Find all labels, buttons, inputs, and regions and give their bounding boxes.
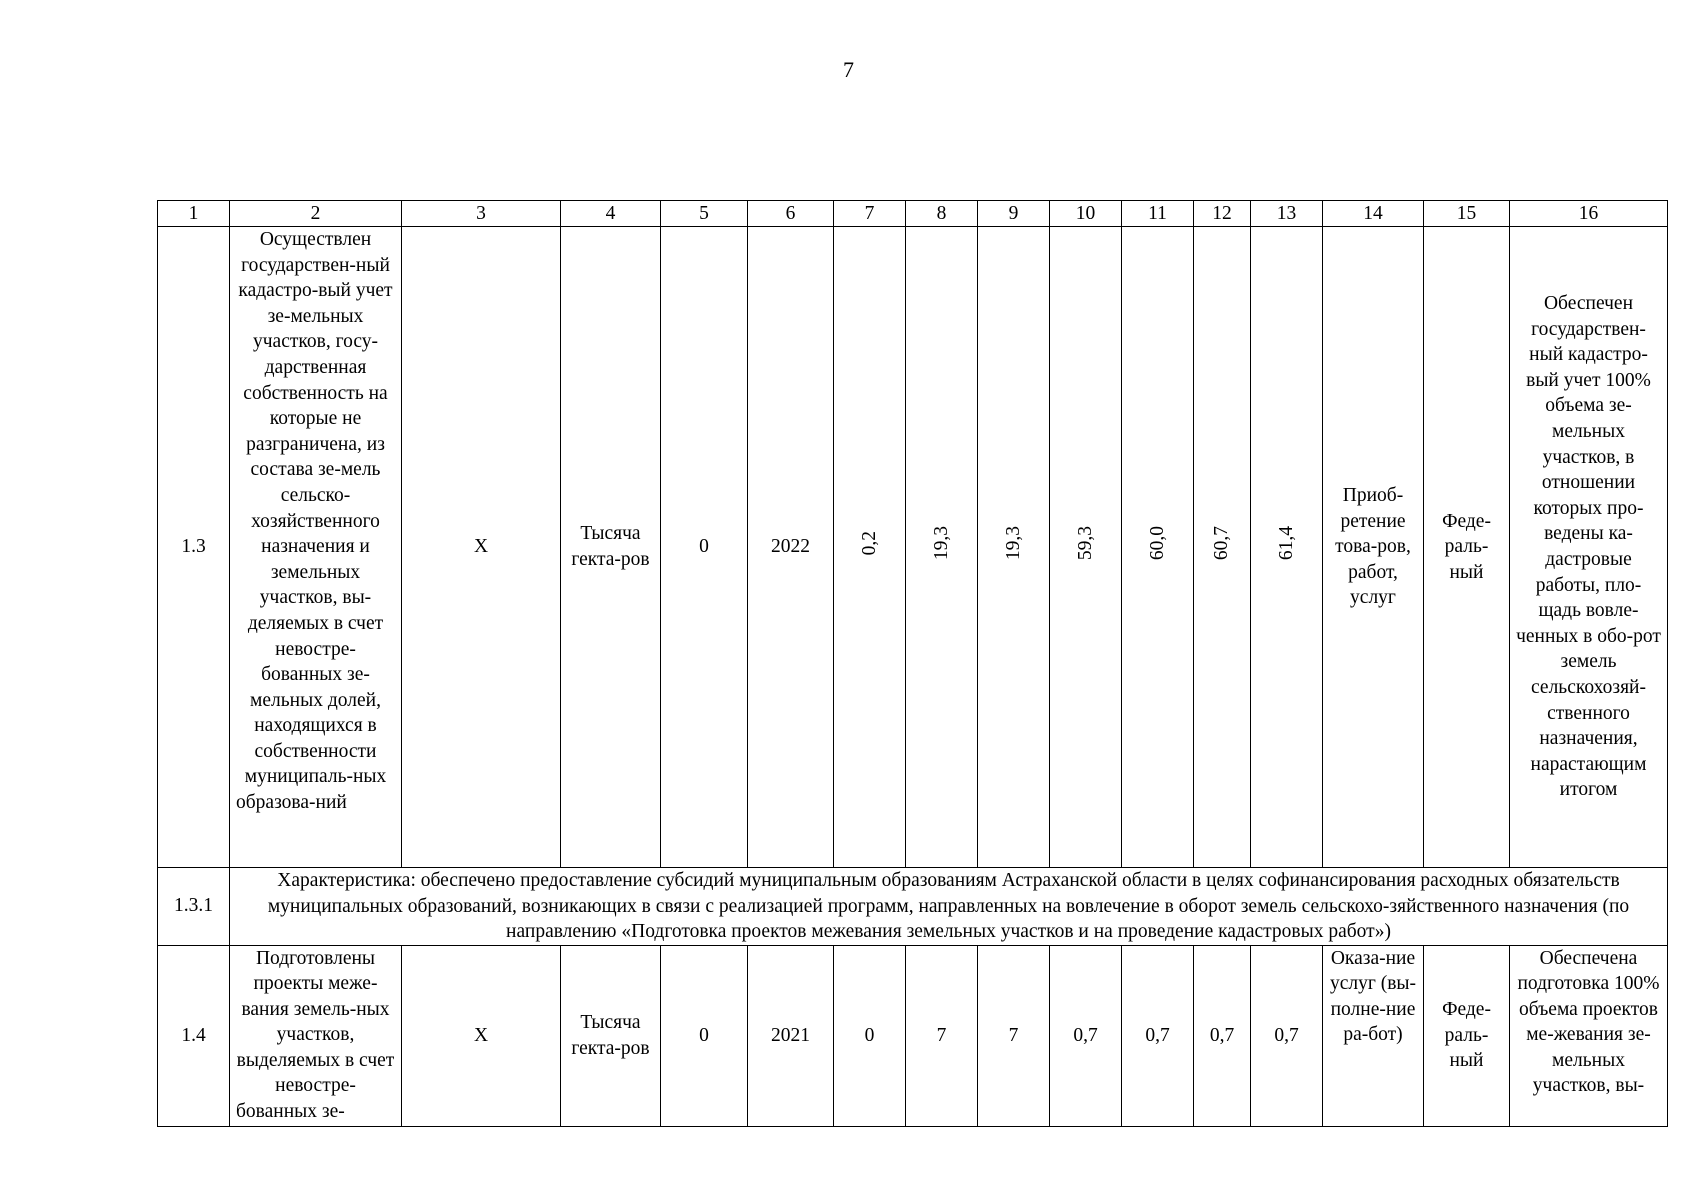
value-11: 0,7	[1122, 945, 1194, 1126]
measure-name-cell	[230, 945, 402, 1126]
value-13: 61,4	[1275, 526, 1297, 561]
value-8: 7	[906, 945, 978, 1126]
header-cell: 8	[906, 201, 978, 227]
characteristic-text: Характеристика: обеспечено предоставление субсидий муниципальным образованиям Астраханской области в целях софинансирования расходных обязательств муниципальных образований, возникающих в связи с реализацией программ, направленных на вовлечение в оборот земель сельскохо-зяйственного назначения (по направлению «Подготовка проектов межевания земельных участков и на проведение кадастровых работ»)	[230, 868, 1668, 946]
header-cell: 6	[748, 201, 834, 227]
unit-value: Тысяча гекта-ров	[561, 227, 661, 868]
header-cell: 16	[1510, 201, 1668, 227]
value-cell	[1050, 227, 1122, 868]
header-cell: 11	[1122, 201, 1194, 227]
result-description: Обеспечен государствен-ный кадастро-вый учет 100% объема зе-мельных участков, в отношении которых про-ведены ка-дастровые работы, пло-щадь вовле-ченных в обо-рот земель сельскохозяй-ственного назначения, нарастающим итогом	[1510, 227, 1668, 868]
base-value: 0	[661, 227, 748, 868]
value-cell	[1122, 227, 1194, 868]
year-value: 2021	[748, 945, 834, 1126]
measure-name-cell	[230, 227, 402, 868]
header-cell: 2	[230, 201, 402, 227]
table-row-1-3	[158, 227, 1668, 868]
value-10: 59,3	[1074, 526, 1096, 561]
header-cell: 3	[402, 201, 561, 227]
measure-name: Осуществлен государствен-ный кадастро-вый учет зе-мельных участков, госу-дарственная собственность на которые не разграничена, из состава зе-мель сельско-хозяйственного назначения и земельных участков, вы-деляемых в счет невостре-бованных зе-мельных долей, находящихся в собственности муниципаль-ных образова-ний	[236, 229, 393, 814]
header-cell: 13	[1251, 201, 1323, 227]
value-12: 0,7	[1194, 945, 1251, 1126]
header-row	[158, 201, 1668, 227]
measure-type: Оказа-ние услуг (вы-полне-ние ра-бот)	[1329, 947, 1417, 1046]
value-cell	[1251, 227, 1323, 868]
header-cell: 9	[978, 201, 1050, 227]
header-cell: 4	[561, 201, 661, 227]
measure-type: Приоб-ретение това-ров, работ, услуг	[1323, 227, 1424, 868]
value-cell	[978, 227, 1050, 868]
value-11: 60,0	[1146, 526, 1168, 561]
year-value: 2022	[748, 227, 834, 868]
value-7: 0,2	[858, 531, 880, 556]
row-number: 1.3	[158, 227, 230, 868]
header-cell: 12	[1194, 201, 1251, 227]
header-cell: 10	[1050, 201, 1122, 227]
value-cell	[906, 227, 978, 868]
header-cell: 1	[158, 201, 230, 227]
value-8: 19,3	[930, 526, 952, 561]
result-description: Обеспечена подготовка 100% объема проектов ме-жевания зе-мельных участков, вы-	[1517, 947, 1660, 1097]
value-9: 7	[978, 945, 1050, 1126]
header-cell: 14	[1323, 201, 1424, 227]
header-cell: 5	[661, 201, 748, 227]
value-7: 0	[834, 945, 906, 1126]
result-description-cell	[1510, 945, 1668, 1126]
table-row-1-4	[158, 945, 1668, 1126]
row-number: 1.3.1	[158, 868, 230, 946]
header-cell: 15	[1424, 201, 1510, 227]
page-number: 7	[843, 57, 854, 82]
value-cell	[834, 227, 906, 868]
base-value: 0	[661, 945, 748, 1126]
value-10: 0,7	[1050, 945, 1122, 1126]
measure-type-cell	[1323, 945, 1424, 1126]
value-12: 60,7	[1211, 526, 1233, 561]
col3-value: Х	[402, 945, 561, 1126]
value-9: 19,3	[1002, 526, 1024, 561]
value-cell	[1194, 227, 1251, 868]
col3-value: Х	[402, 227, 561, 868]
value-13: 0,7	[1251, 945, 1323, 1126]
row-number: 1.4	[158, 945, 230, 1126]
budget-level: Феде-раль-ный	[1424, 945, 1510, 1126]
budget-level: Феде-раль-ный	[1424, 227, 1510, 868]
table-row-1-3-1	[158, 868, 1668, 946]
measure-name: Подготовлены проекты меже-вания земель-ных участков, выделяемых в счет невостре-бованных зе-	[236, 947, 395, 1123]
program-table	[157, 200, 1668, 1127]
header-cell: 7	[834, 201, 906, 227]
unit-value: Тысяча гекта-ров	[561, 945, 661, 1126]
